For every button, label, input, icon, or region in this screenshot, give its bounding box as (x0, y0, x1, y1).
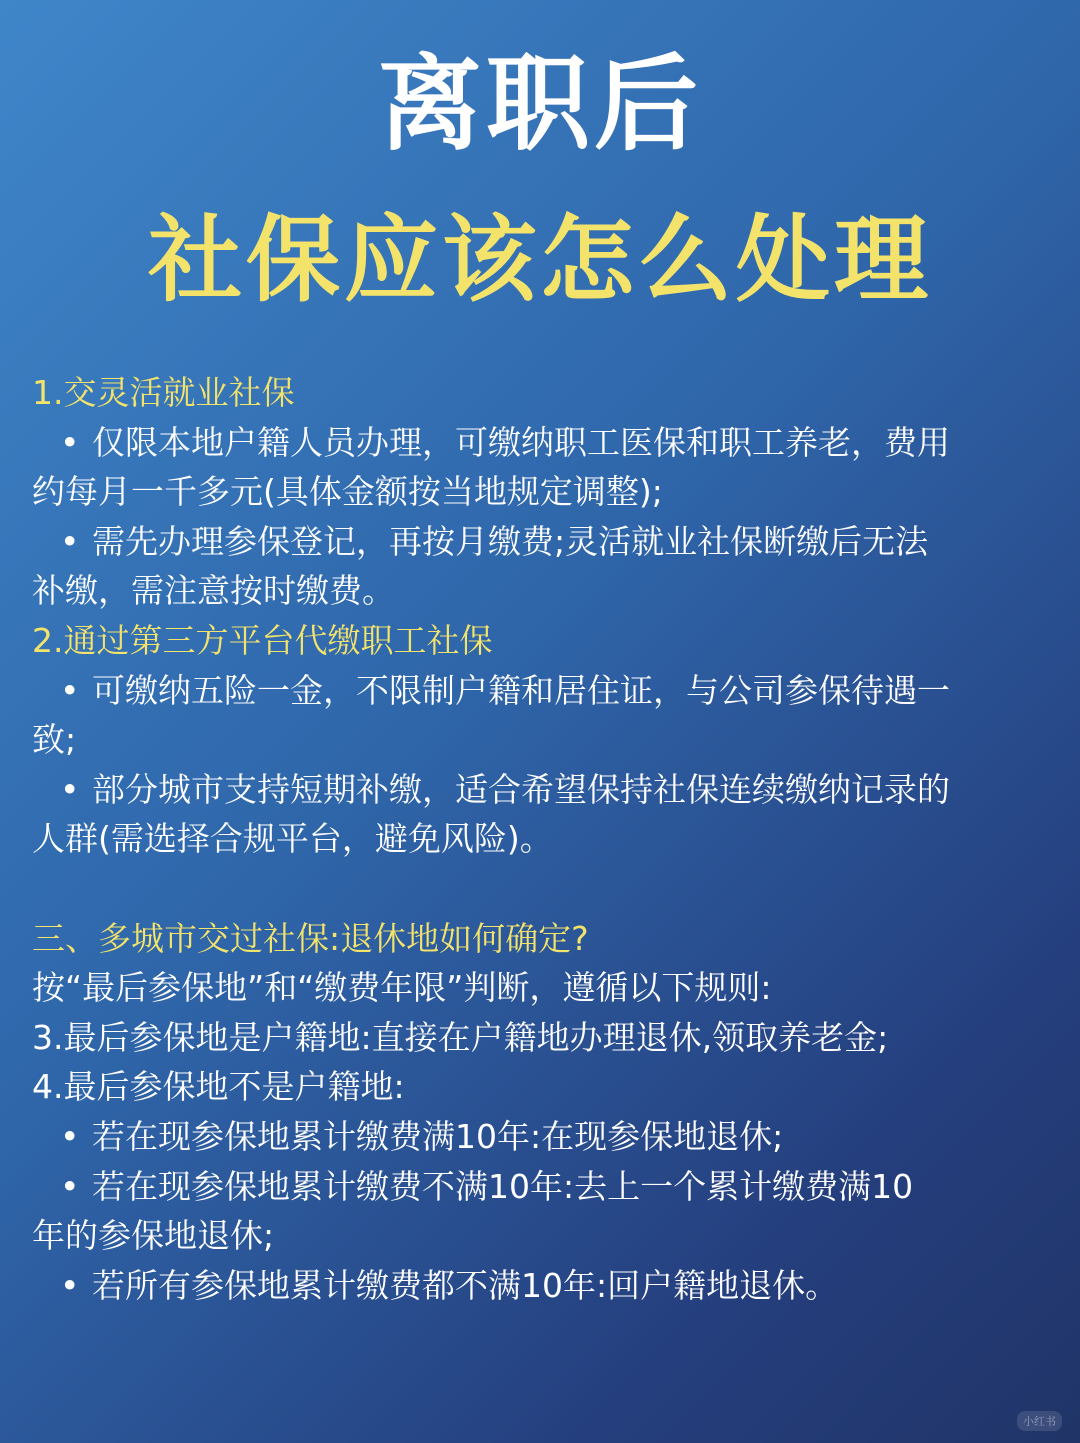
section-1-bullet-1 (32, 418, 1048, 468)
section-spacer (32, 864, 1048, 914)
bullet-icon: • (60, 1166, 80, 1206)
section-2-bullet-1 (32, 666, 1048, 716)
bullet-icon: • (60, 1265, 80, 1305)
rule-4-bullet-2-text: 若在现参保地累计缴费不满10年:去上一个累计缴费满10 (92, 1166, 914, 1206)
section-1-heading: 1.交灵活就业社保 (32, 373, 295, 412)
section-2-bullet-1-continued: 致; (32, 720, 77, 760)
section-2-bullet-2 (32, 765, 1048, 815)
rule-4-bullet-2-continued: 年的参保地退休; (32, 1216, 275, 1256)
section-1-bullet-2-text: 需先办理参保登记，再按月缴费;灵活就业社保断缴后无法 (92, 521, 929, 561)
bullet-icon: • (60, 670, 80, 710)
section-2-bullet-2-text: 部分城市支持短期补缴，适合希望保持社保连续缴纳记录的 (92, 769, 950, 809)
bullet-icon: • (60, 521, 80, 561)
rule-4-bullet-1 (32, 1112, 1048, 1162)
article-body (32, 368, 1048, 1310)
page-title: 离职后 (377, 43, 702, 165)
section-1-bullet-1-continued: 约每月一千多元(具体金额按当地规定调整); (32, 472, 663, 512)
section-2-bullet-1-text: 可缴纳五险一金，不限制户籍和居住证，与公司参保待遇一 (92, 670, 950, 710)
bullet-icon: • (60, 422, 80, 462)
rule-4-bullet-3-text: 若所有参保地累计缴费都不满10年:回户籍地退休。 (92, 1265, 839, 1305)
section-1-bullet-2 (32, 517, 1048, 567)
rule-4-bullet-1-text: 若在现参保地累计缴费满10年:在现参保地退休; (92, 1116, 784, 1156)
rule-3: 3.最后参保地是户籍地:直接在户籍地办理退休,领取养老金; (32, 1017, 889, 1057)
rule-4-bullet-2 (32, 1162, 1048, 1212)
page-subtitle: 社保应该怎么处理 (147, 206, 932, 315)
bullet-icon: • (60, 1116, 80, 1156)
section-1-bullet-1-text: 仅限本地户籍人员办理，可缴纳职工医保和职工养老，费用 (92, 422, 950, 462)
watermark: 小红书 (1017, 1411, 1062, 1431)
bullet-icon: • (60, 769, 80, 809)
rule-4: 4.最后参保地不是户籍地: (32, 1067, 405, 1107)
section-2-bullet-2-continued: 人群(需选择合规平台，避免风险)。 (32, 819, 553, 859)
section-3-heading: 三、多城市交过社保:退休地如何确定? (32, 918, 589, 958)
rule-4-bullet-3 (32, 1261, 1048, 1311)
section-1-bullet-2-continued: 补缴，需注意按时缴费。 (32, 571, 395, 611)
section-2-heading: 2.通过第三方平台代缴职工社保 (32, 620, 493, 660)
section-3-intro: 按“最后参保地”和“缴费年限”判断，遵循以下规则: (32, 968, 772, 1008)
